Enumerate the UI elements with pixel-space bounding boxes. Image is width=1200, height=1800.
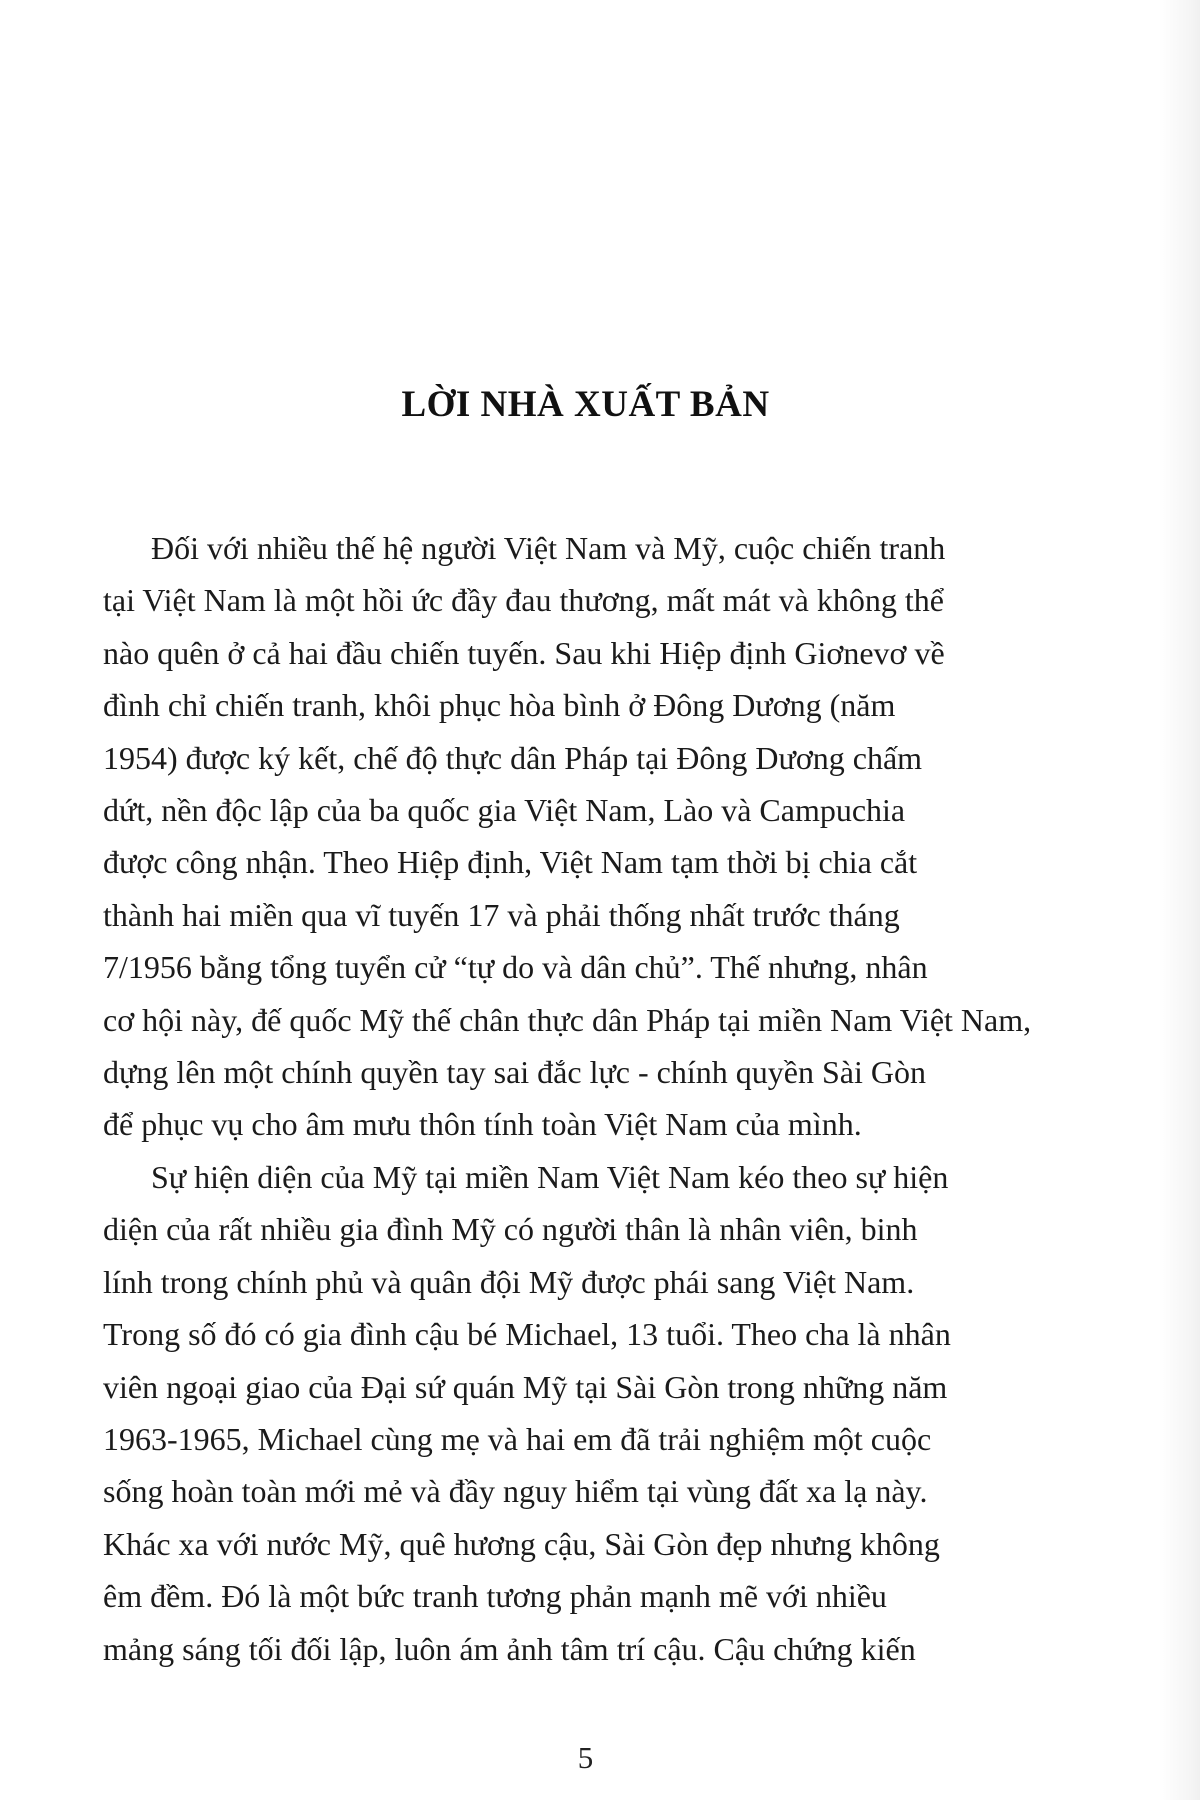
text-line: dứt, nền độc lập của ba quốc gia Việt Nam, Lào và Campuchia [103, 792, 906, 829]
text-line: để phục vụ cho âm mưu thôn tính toàn Việt Nam của mình. [103, 1106, 862, 1143]
text-line: Trong số đó có gia đình cậu bé Michael, 13 tuổi. Theo cha là nhân [103, 1316, 951, 1353]
text-line: Khác xa với nước Mỹ, quê hương cậu, Sài Gòn đẹp nhưng không [103, 1525, 940, 1562]
text-line: Sự hiện diện của Mỹ tại miền Nam Việt Nam kéo theo sự hiện [151, 1158, 949, 1195]
text-line: mảng sáng tối đối lập, luôn ám ảnh tâm trí cậu. Cậu chứng kiến [103, 1630, 916, 1667]
body-text [103, 522, 1068, 1675]
text-line: sống hoàn toàn mới mẻ và đầy nguy hiểm tại vùng đất xa lạ này. [103, 1473, 928, 1510]
paragraph [103, 522, 1068, 1151]
text-line: đình chỉ chiến tranh, khôi phục hòa bình ở Đông Dương (năm [103, 687, 896, 724]
paragraph [103, 1151, 1068, 1675]
text-line: 7/1956 bằng tổng tuyển cử “tự do và dân chủ”. Thế nhưng, nhân [103, 949, 928, 986]
text-line: viên ngoại giao của Đại sứ quán Mỹ tại Sài Gòn trong những năm [103, 1368, 948, 1405]
text-line: 1963-1965, Michael cùng mẹ và hai em đã trải nghiệm một cuộc [103, 1420, 932, 1457]
page-number: 5 [577, 1740, 594, 1775]
text-line: diện của rất nhiều gia đình Mỹ có người thân là nhân viên, binh [103, 1211, 918, 1248]
text-line: êm đềm. Đó là một bức tranh tương phản mạnh mẽ với nhiều [103, 1578, 887, 1615]
text-line: lính trong chính phủ và quân đội Mỹ được phái sang Việt Nam. [103, 1263, 915, 1300]
text-line: tại Việt Nam là một hồi ức đầy đau thương, mất mát và không thể [103, 582, 944, 619]
text-line: dựng lên một chính quyền tay sai đắc lực - chính quyền Sài Gòn [103, 1054, 926, 1091]
text-line: được công nhận. Theo Hiệp định, Việt Nam tạm thời bị chia cắt [103, 844, 918, 881]
text-line: cơ hội này, đế quốc Mỹ thế chân thực dân Pháp tại miền Nam Việt Nam, [103, 1001, 1032, 1038]
text-line: Đối với nhiều thế hệ người Việt Nam và Mỹ, cuộc chiến tranh [151, 530, 946, 566]
text-line: thành hai miền qua vĩ tuyến 17 và phải thống nhất trước tháng [103, 896, 900, 933]
text-line: 1954) được ký kết, chế độ thực dân Pháp tại Đông Dương chấm [103, 739, 923, 776]
text-line: nào quên ở cả hai đầu chiến tuyến. Sau khi Hiệp định Giơnevơ về [103, 634, 945, 671]
page-title: LỜI NHÀ XUẤT BẢN [401, 383, 770, 425]
page-edge-shadow [1158, 0, 1200, 1800]
